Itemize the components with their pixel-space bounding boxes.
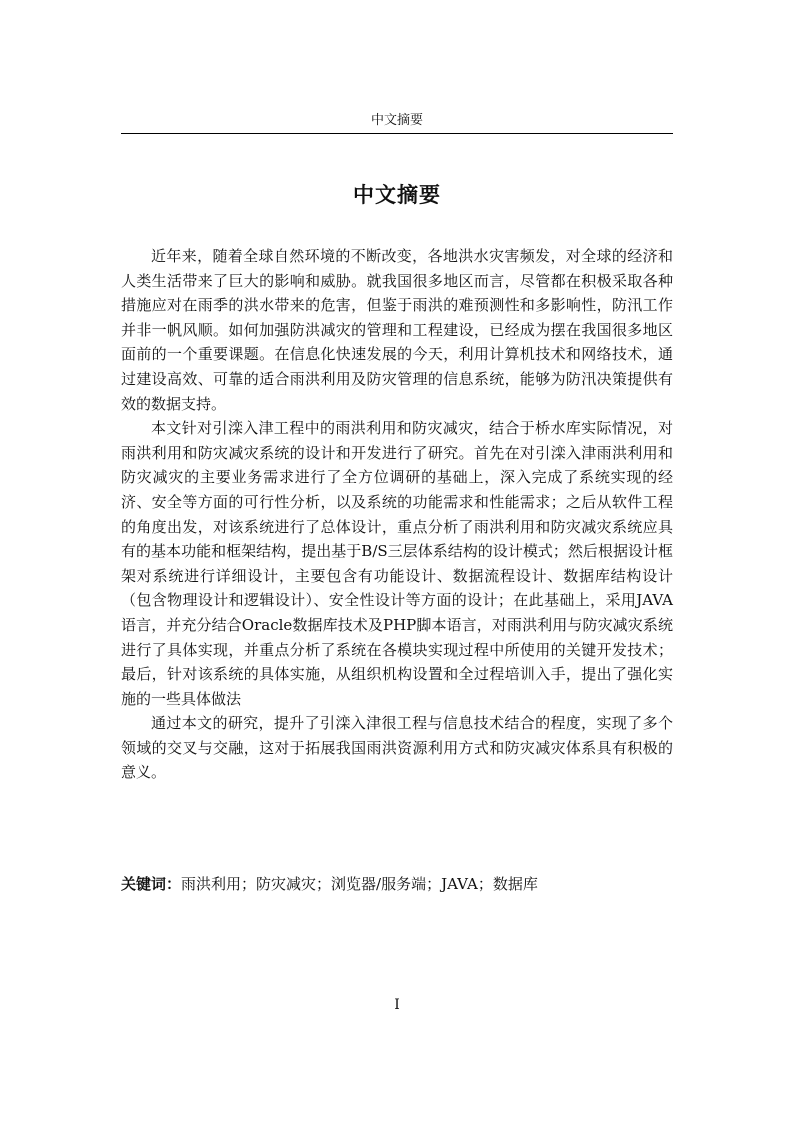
abstract-paragraph-1: 近年来，随着全球自然环境的不断改变，各地洪水灾害频发，对全球的经济和人类生活带来了巨大的影响和威胁。就我国很多地区而言，尽管都在积极采取各种措施应对在雨季的洪水带来的危害，但鉴于雨洪的难预测性和多影响性，防汛工作并非一帆风顺。如何加强防洪减灾的管理和工程建设，已经成为摆在我国很多地区面前的一个重要课题。在信息化快速发展的今天，利用计算机技术和网络技术，通过建设高效、可靠的适合雨洪利用及防灾管理的信息系统，能够为防汛决策提供有效的数据支持。 bbox=[121, 247, 673, 413]
abstract-title: 中文摘要 bbox=[353, 183, 441, 207]
keywords-text: 雨洪利用；防灾减灾；浏览器/服务端；JAVA；数据库 bbox=[181, 875, 538, 893]
keywords-line bbox=[121, 872, 673, 896]
abstract-paragraph-3: 通过本文的研究，提升了引滦入津很工程与信息技术结合的程度，实现了多个领域的交叉与交融，这对于拓展我国雨洪资源利用方式和防灾减灾体系具有积极的意义。 bbox=[121, 714, 673, 782]
abstract-paragraph-2: 本文针对引滦入津工程中的雨洪利用和防灾减灾，结合于桥水库实际情况，对雨洪利用和防灾减灾系统的设计和开发进行了研究。首先在对引滦入津雨洪利用和防灾减灾的主要业务需求进行了全方位调研的基础上，深入完成了系统实现的经济、安全等方面的可行性分析，以及系统的功能需求和性能需求；之后从软件工程的角度出发，对该系统进行了总体设计，重点分析了雨洪利用和防灾减灾系统应具有的基本功能和框架结构，提出基于B/S三层体系结构的设计模式；然后根据设计框架对系统进行详细设计，主要包含有功能设计、数据流程设计、数据库结构设计（包含物理设计和逻辑设计）、安全性设计等方面的设计；在此基础上，采用JAVA语言，并充分结合Oracle数据库技术及PHP脚本语言，对雨洪利用与防灾减灾系统进行了具体实现，并重点分析了系统在各模块实现过程中所使用的关键开发技术；最后，针对该系统的具体实施，从组织机构设置和全过程培训入手，提出了强化实施的一些具体做法 bbox=[121, 419, 673, 708]
abstract-body bbox=[121, 244, 673, 785]
keywords-label: 关键词： bbox=[121, 875, 182, 893]
header-rule bbox=[121, 133, 673, 134]
page-number: I bbox=[394, 997, 400, 1013]
running-header: 中文摘要 bbox=[370, 113, 423, 128]
